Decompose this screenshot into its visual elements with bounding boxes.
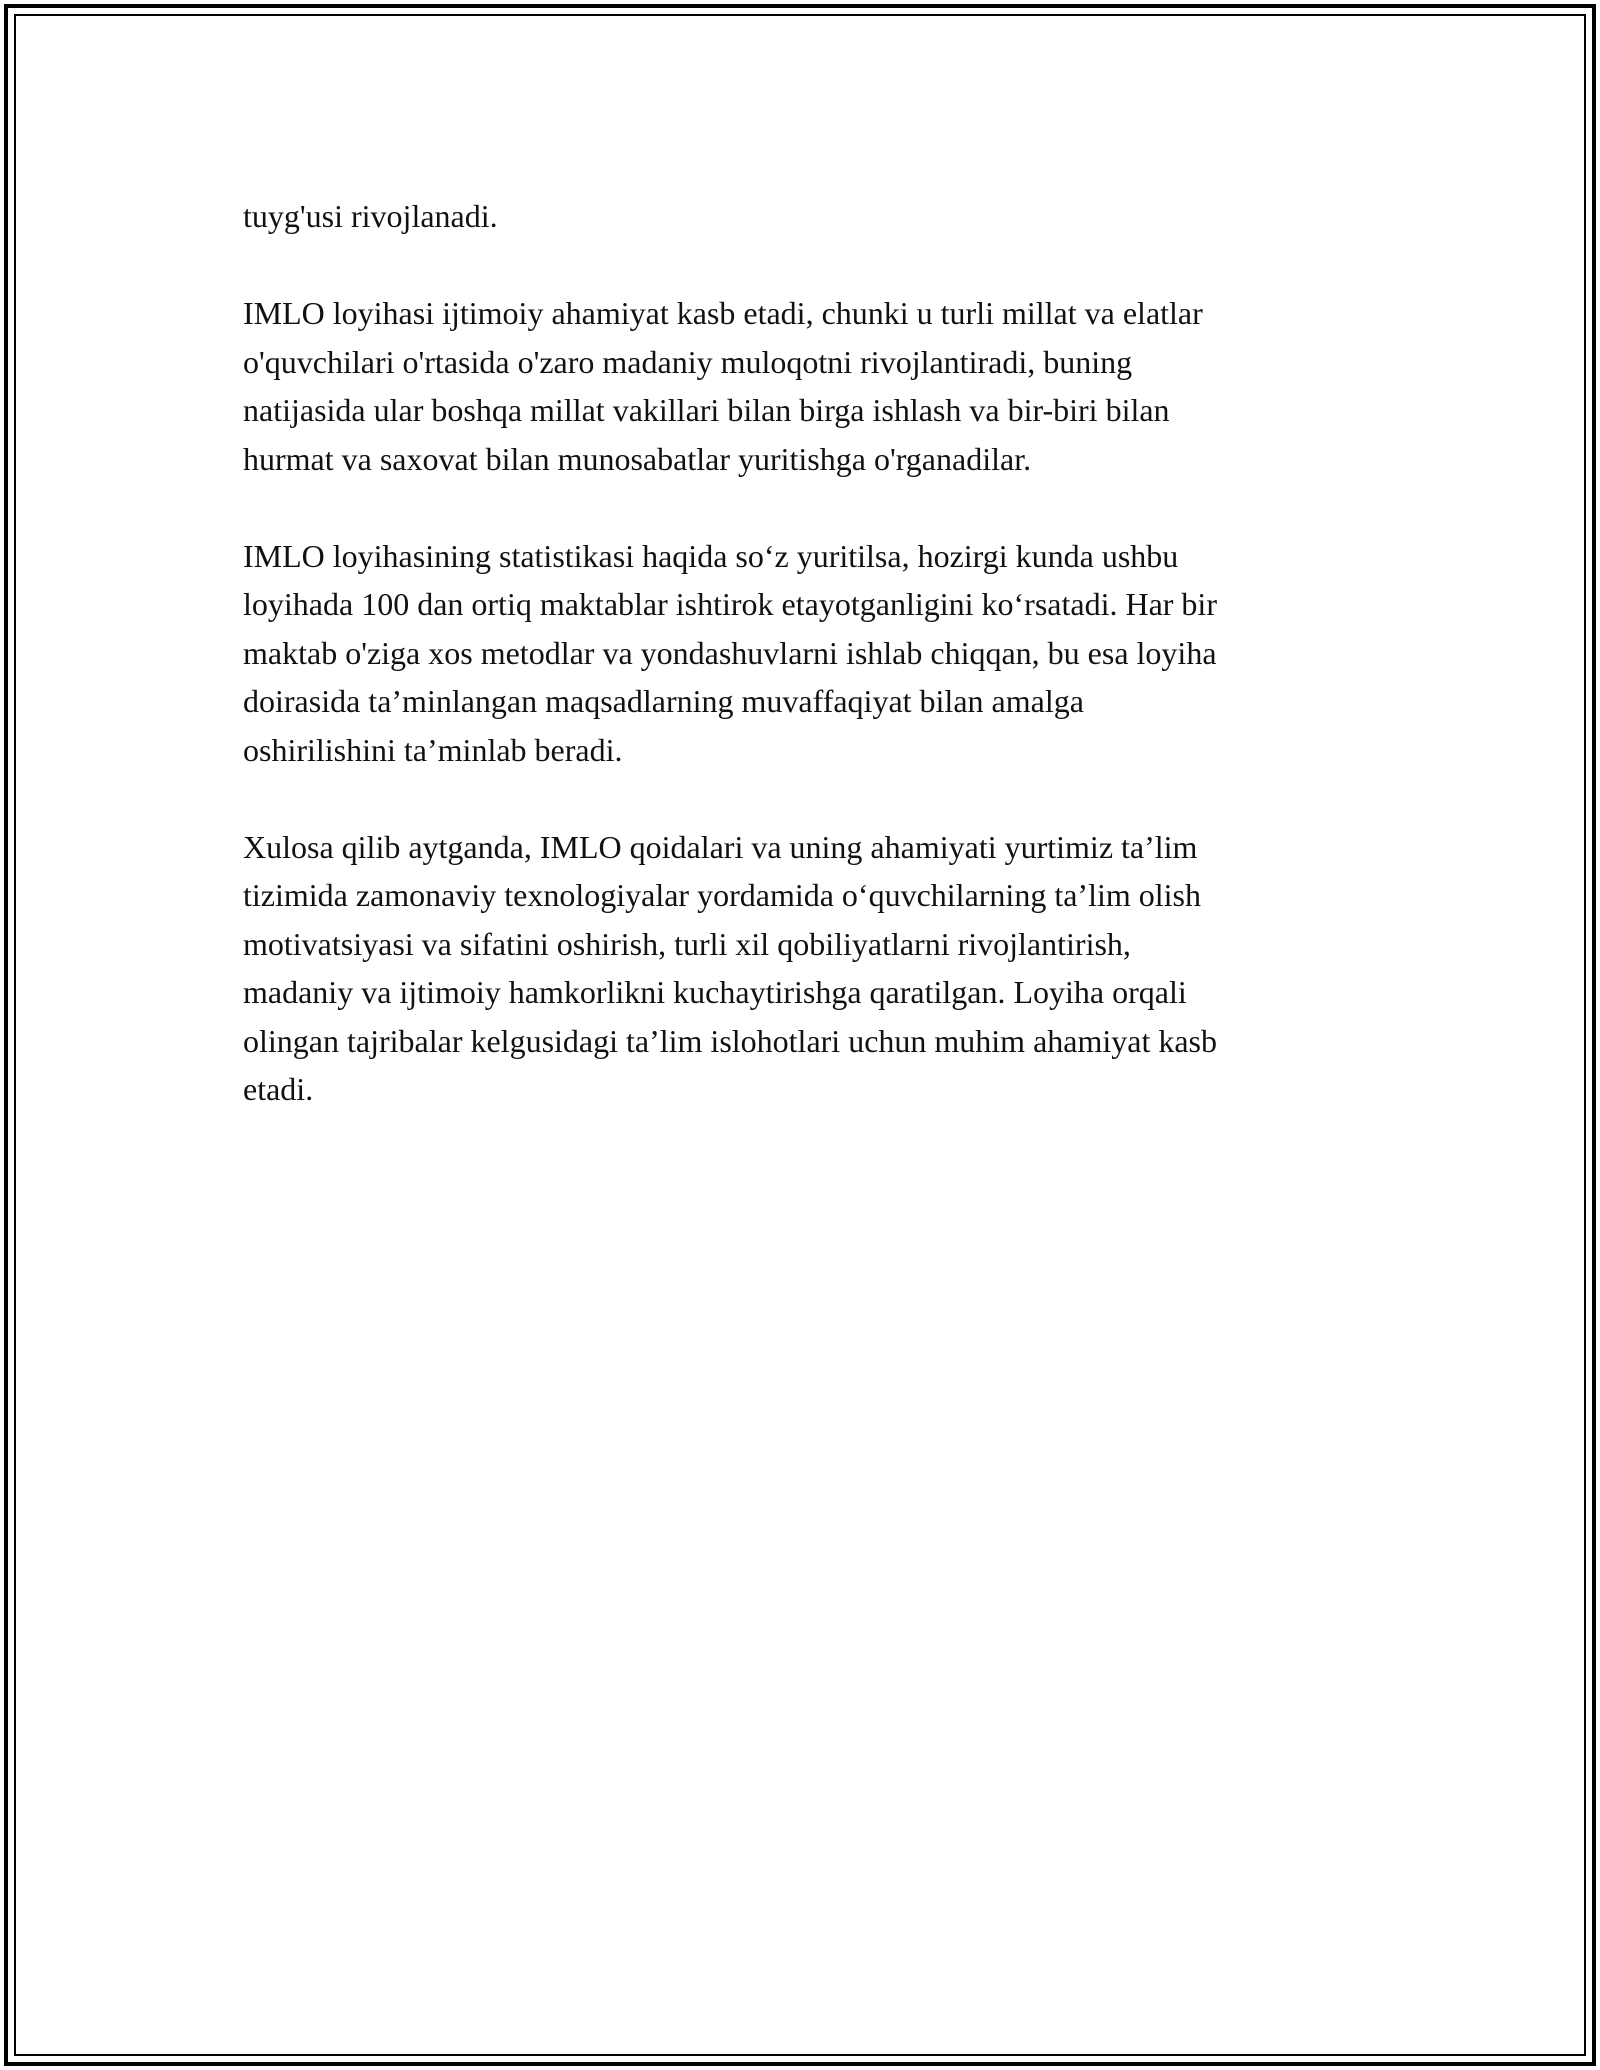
paragraph-line: oshirilishini ta’minlab beradi. (243, 731, 623, 768)
paragraph-1 (243, 192, 1383, 241)
page-frame (4, 4, 1596, 2066)
paragraph-line: Xulosa qilib aytganda, IMLO qoidalari va uning ahamiyati yurtimiz ta’lim (243, 828, 1198, 865)
document-body (243, 192, 1383, 1162)
paragraph-line: loyihada 100 dan ortiq maktablar ishtirok etayotganligini ko‘rsatadi. Har bir (243, 586, 1217, 622)
paragraph-line: natijasida ular boshqa millat vakillari bilan birga ishlash va bir-biri bilan (243, 392, 1170, 428)
paragraph-line: o'quvchilari o'rtasida o'zaro madaniy muloqotni rivojlantiradi, buning (243, 343, 1133, 380)
paragraph-line: doirasida ta’minlangan maqsadlarning muvaffaqiyat bilan amalga (243, 683, 1084, 719)
paragraph-line: tuyg'usi rivojlanadi. (243, 198, 498, 234)
paragraph-3 (243, 532, 1383, 775)
paragraph-line: hurmat va saxovat bilan munosabatlar yuritishga o'rganadilar. (243, 440, 1032, 477)
paragraph-line: olingan tajribalar kelgusidagi ta’lim islohotlari uchun muhim ahamiyat kasb (243, 1022, 1217, 1059)
paragraph-line: motivatsiyasi va sifatini oshirish, turli xil qobiliyatlarni rivojlantirish, (243, 925, 1131, 962)
paragraph-line: maktab o'ziga xos metodlar va yondashuvlarni ishlab chiqqan, bu esa loyiha (243, 634, 1217, 671)
paragraph-4 (243, 823, 1383, 1114)
paragraph-2 (243, 289, 1383, 483)
paragraph-line: IMLO loyihasi ijtimoiy ahamiyat kasb etadi, chunki u turli millat va elatlar (243, 295, 1203, 331)
paragraph-line: madaniy va ijtimoiy hamkorlikni kuchaytirishga qaratilgan. Loyiha orqali (243, 974, 1187, 1010)
paragraph-line: etadi. (243, 1071, 314, 1107)
paragraph-line: IMLO loyihasining statistikasi haqida so‘z yuritilsa, hozirgi kunda ushbu (243, 537, 1179, 574)
paragraph-line: tizimida zamonaviy texnologiyalar yordamida o‘quvchilarning ta’lim olish (243, 877, 1201, 913)
